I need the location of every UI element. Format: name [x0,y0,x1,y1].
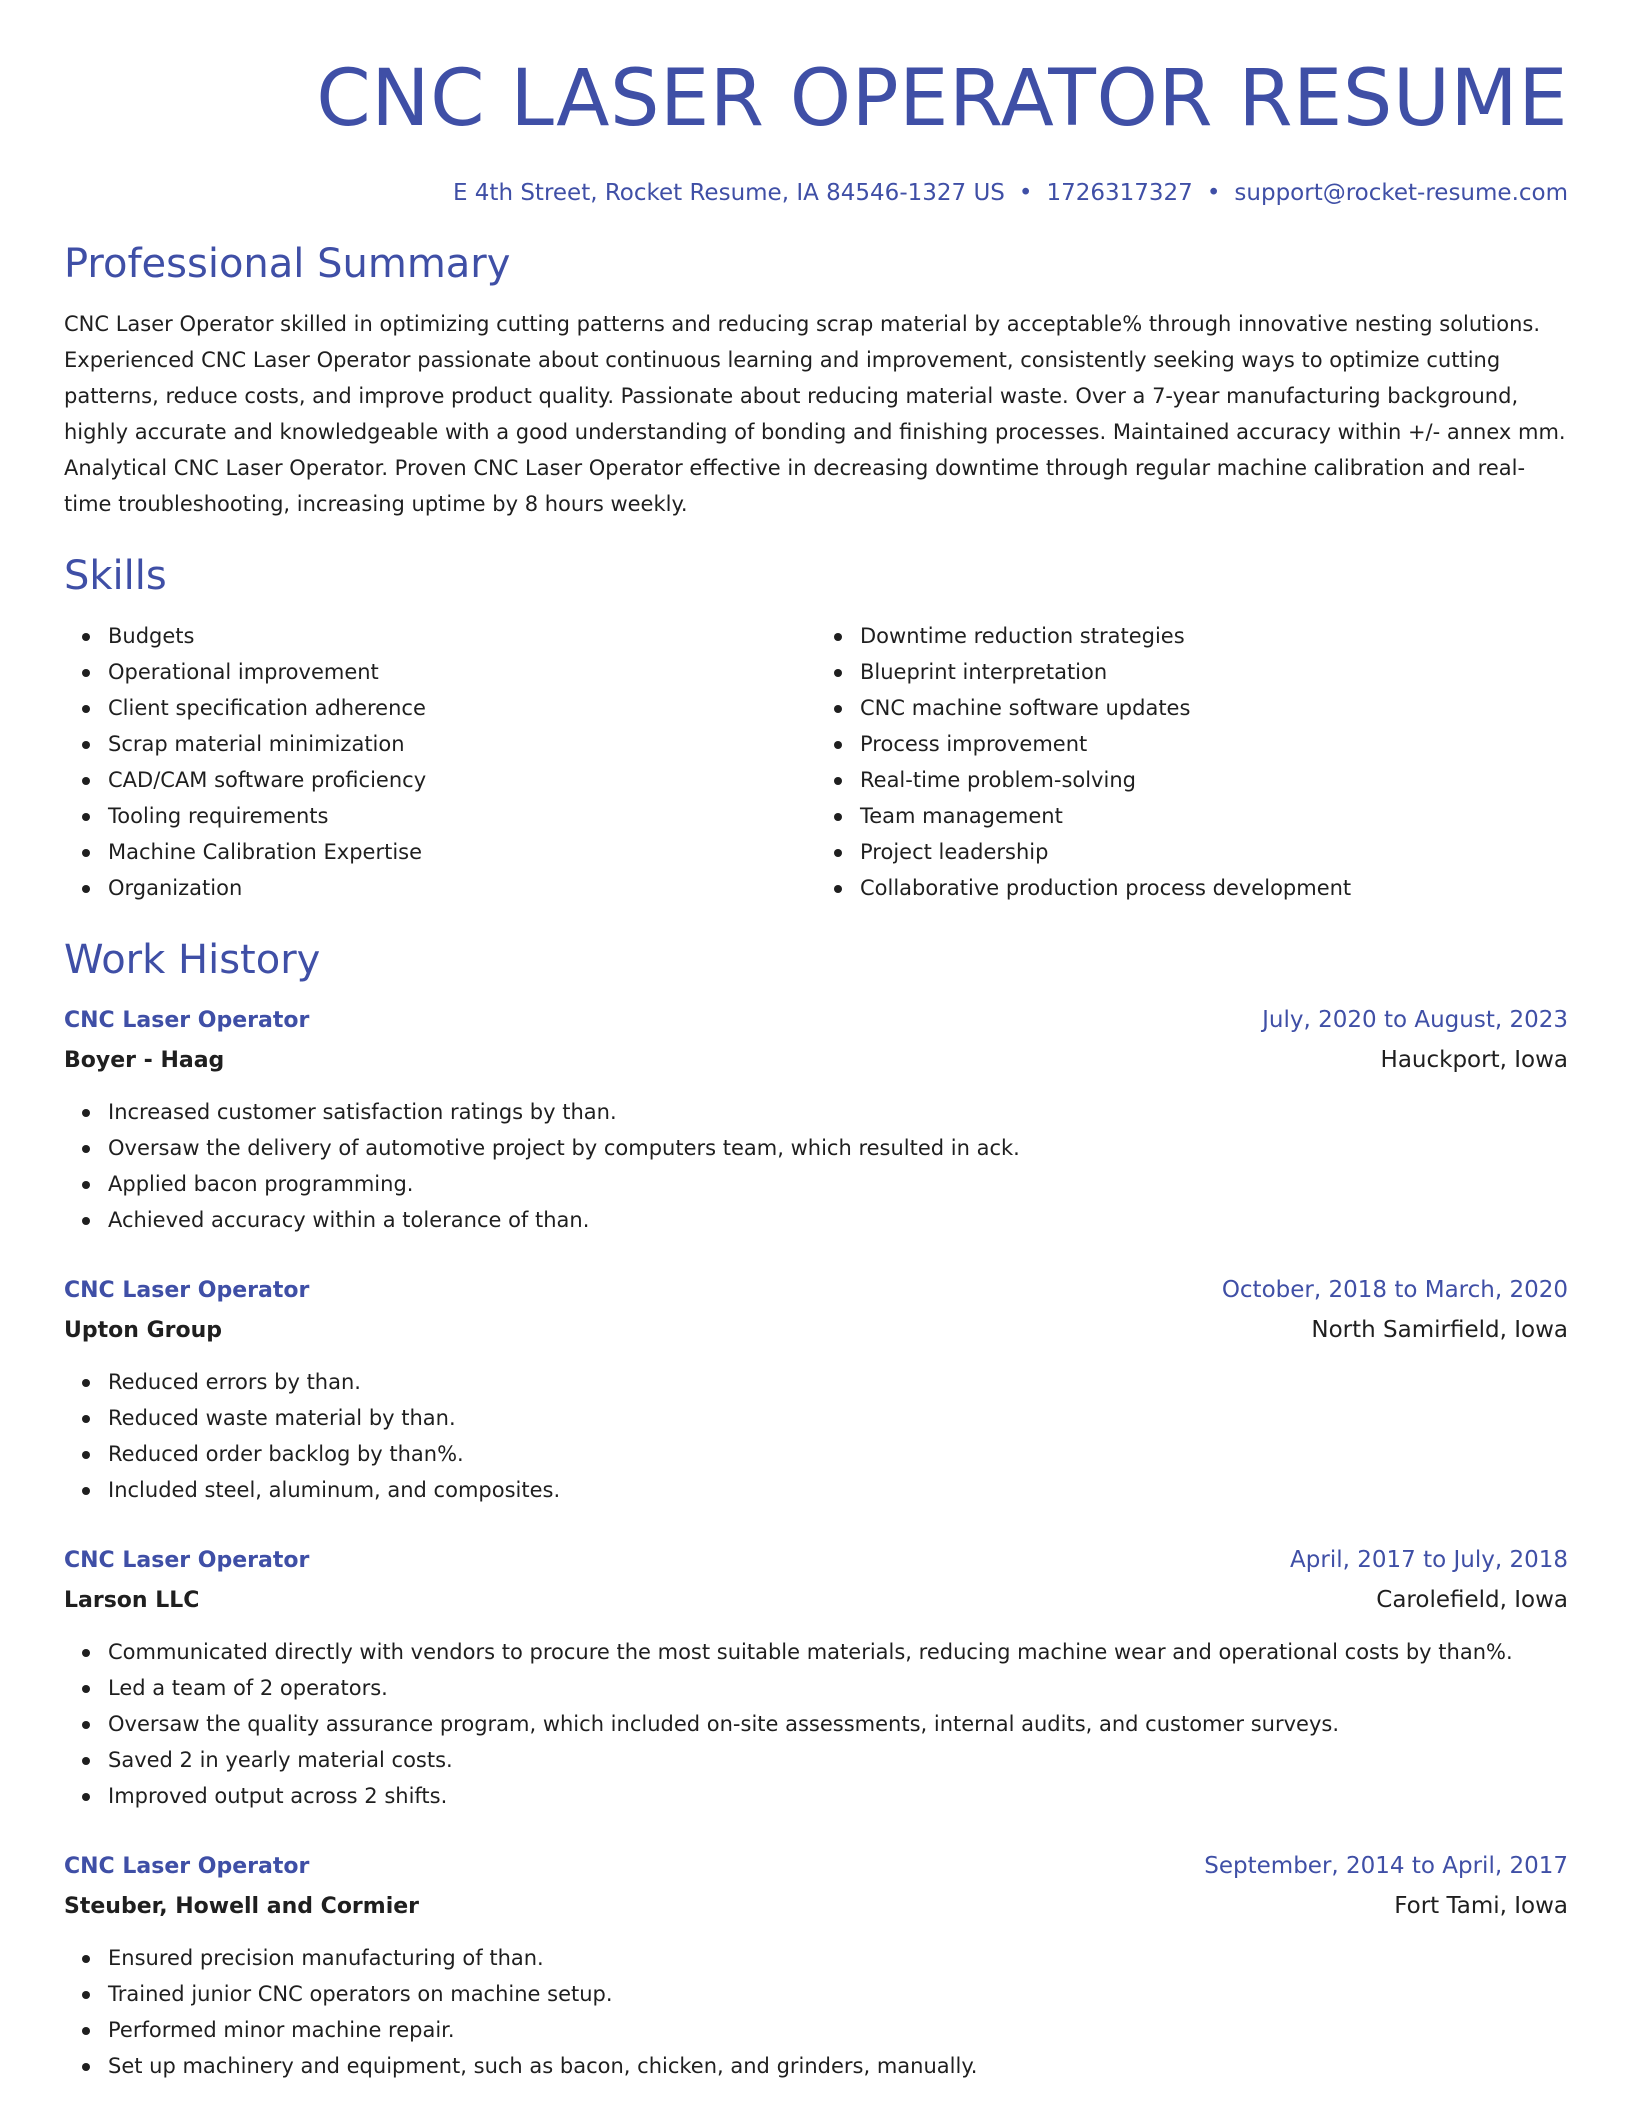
job-location: Hauckport, Iowa [1380,1047,1568,1073]
skill-item: Blueprint interpretation [860,654,1568,690]
job-bullet: Trained junior CNC operators on machine setup. [108,1976,1568,2012]
work-history-heading: Work History [64,937,321,983]
skills-column-left [64,618,816,906]
job-bullet: Led a team of 2 operators. [108,1670,1568,1706]
job-bullet: Saved 2 in yearly material costs. [108,1742,1568,1778]
job-bullet: Achieved accuracy within a tolerance of than. [108,1202,1568,1238]
job-bullets [64,1094,1568,1238]
job-bullet: Increased customer satisfaction ratings by than. [108,1094,1568,1130]
job-header [64,1000,1568,1041]
job-title: CNC Laser Operator [64,1008,310,1033]
skill-item: Organization [108,870,816,906]
job-location: Carolefield, Iowa [1376,1587,1568,1613]
skill-item: Operational improvement [108,654,816,690]
skill-item: Tooling requirements [108,798,816,834]
job-company: Upton Group [64,1318,222,1343]
job-subheader [64,1311,1568,1350]
skill-item: Project leadership [860,834,1568,870]
contact-separator: • [1018,180,1033,206]
job-bullet: Performed minor machine repair. [108,2012,1568,2048]
summary-text: CNC Laser Operator skilled in optimizing cutting patterns and reducing scrap material by acceptable% through innovative nesting solutions. Experienced CNC Laser Operator passionate about continuous learning and improvement, consistently seeking ways to optimize cutting patterns, reduce costs, and improve product quality. Passionate about reducing material waste. Over a 7-year manufacturing background, highly accurate and knowledgeable with a good understanding of bonding and finishing processes. Maintained accuracy within +/- annex mm. Analytical CNC Laser Operator. Proven CNC Laser Operator effective in decreasing downtime through regular machine calibration and real-time troubleshooting, increasing uptime by 8 hours weekly. [64,312,1566,516]
job-bullet: Applied bacon programming. [108,1166,1568,1202]
job-bullet: Communicated directly with vendors to procure the most suitable materials, reducing machine wear and operational costs by than%. [108,1634,1568,1670]
skill-item: CAD/CAM software proficiency [108,762,816,798]
skill-item: Collaborative production process development [860,870,1568,906]
skill-item: Downtime reduction strategies [860,618,1568,654]
skill-item: CNC machine software updates [860,690,1568,726]
skill-item: Real-time problem-solving [860,762,1568,798]
skill-item: Scrap material minimization [108,726,816,762]
summary-heading: Professional Summary [64,241,511,287]
job-dates: July, 2020 to August, 2023 [1262,1007,1568,1033]
job-bullets [64,1940,1568,2084]
contact-phone: 1726317327 [1046,180,1193,206]
resume-title: CNC LASER OPERATOR RESUME [316,54,1568,144]
job-bullet: Included steel, aluminum, and composites. [108,1472,1568,1508]
job-header [64,1846,1568,1887]
contact-separator: • [1206,180,1221,206]
job-bullet: Oversaw the quality assurance program, which included on-site assessments, internal audits, and customer surveys. [108,1706,1568,1742]
job-bullets [64,1364,1568,1508]
job-entry [64,1000,1568,1238]
job-bullet: Set up machinery and equipment, such as bacon, chicken, and grinders, manually. [108,2048,1568,2084]
skill-item: Budgets [108,618,816,654]
job-bullet: Improved output across 2 shifts. [108,1778,1568,1814]
job-header [64,1540,1568,1581]
job-subheader [64,1581,1568,1620]
job-dates: September, 2014 to April, 2017 [1204,1853,1568,1879]
job-title: CNC Laser Operator [64,1548,310,1573]
skills-heading: Skills [64,553,167,599]
job-subheader [64,1041,1568,1080]
contact-address: E 4th Street, Rocket Resume, IA 84546-1327 US [452,180,1005,206]
job-company: Larson LLC [64,1588,200,1613]
job-bullet: Reduced order backlog by than%. [108,1436,1568,1472]
job-bullet: Reduced waste material by than. [108,1400,1568,1436]
job-company: Steuber, Howell and Cormier [64,1894,420,1919]
resume-page [64,0,1568,2084]
skills-list [64,618,1568,906]
job-dates: October, 2018 to March, 2020 [1221,1277,1568,1303]
job-bullet: Ensured precision manufacturing of than. [108,1940,1568,1976]
job-bullet: Reduced errors by than. [108,1364,1568,1400]
skills-column-right [816,618,1568,906]
job-company: Boyer - Haag [64,1048,225,1073]
skill-item: Process improvement [860,726,1568,762]
contact-email[interactable]: support@rocket-resume.com [1234,180,1568,206]
job-entry [64,1540,1568,1814]
job-entry [64,1270,1568,1508]
job-entry [64,1846,1568,2084]
job-bullet: Oversaw the delivery of automotive project by computers team, which resulted in ack. [108,1130,1568,1166]
job-subheader [64,1887,1568,1926]
job-title: CNC Laser Operator [64,1854,310,1879]
job-location: Fort Tami, Iowa [1394,1893,1568,1919]
skill-item: Team management [860,798,1568,834]
job-bullets [64,1634,1568,1814]
job-header [64,1270,1568,1311]
skill-item: Machine Calibration Expertise [108,834,816,870]
job-location: North Samirfield, Iowa [1311,1317,1568,1343]
skill-item: Client specification adherence [108,690,816,726]
job-title: CNC Laser Operator [64,1278,310,1303]
job-dates: April, 2017 to July, 2018 [1290,1547,1568,1573]
contact-line [64,180,1568,206]
